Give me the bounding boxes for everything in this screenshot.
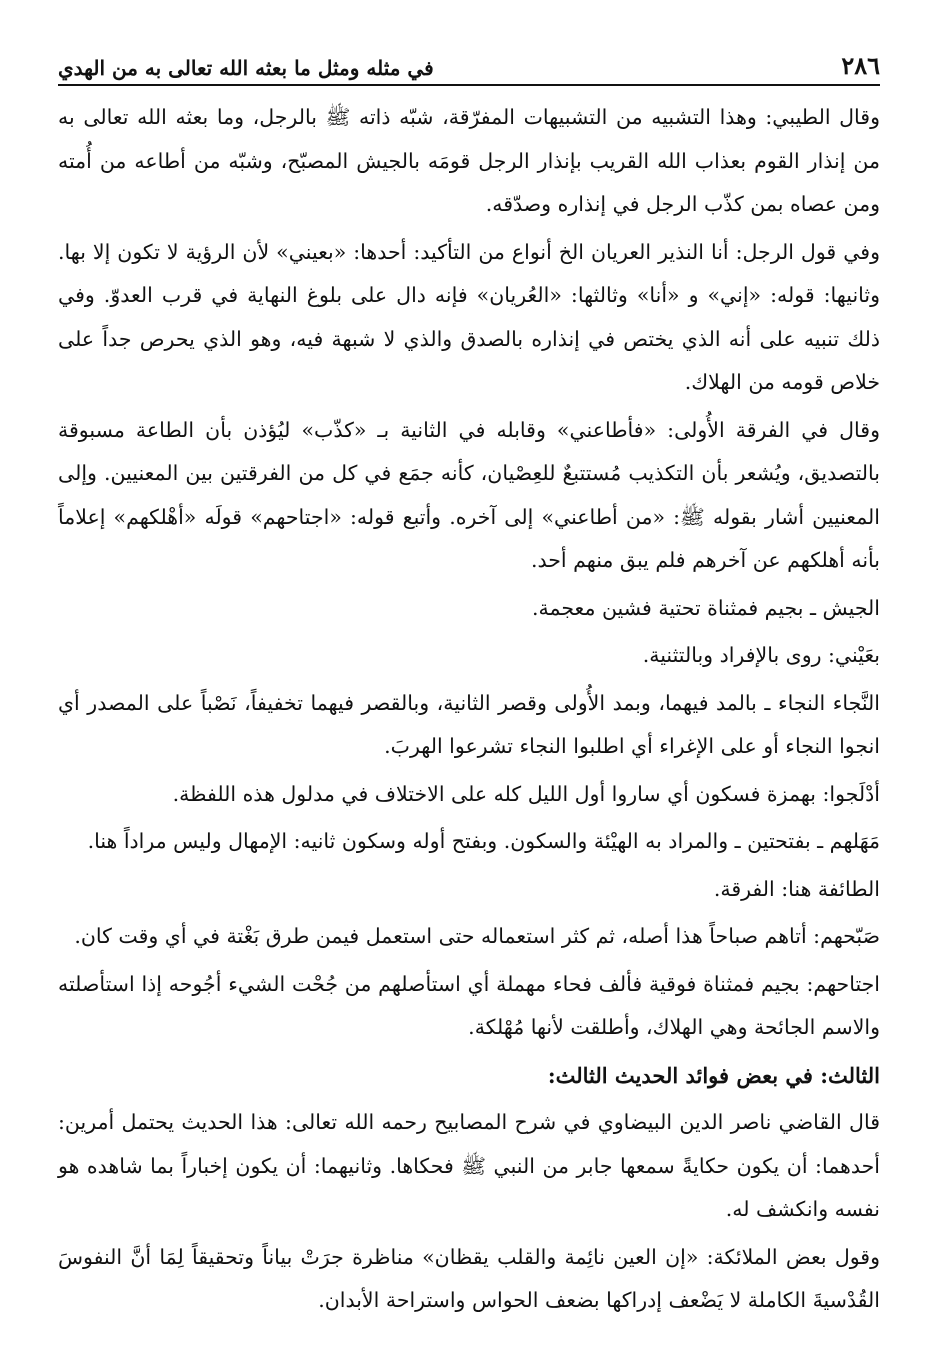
- gloss-sabbahahum: صَبّحهم: أتاهم صباحاً هذا أصله، ثم كثر استعماله حتى استعمل فيمن طرق بَغْتة في أي وقت كان.: [74, 924, 880, 948]
- paragraph-emphasis-types: وفي قول الرجل: أنا النذير العريان الخ أنواع من التأكيد: أحدها: «بعيني» لأن الرؤية لا تكون إلا بها. وثانيها: قوله: «إني» و «أنا» وثالثها: «العُريان» فإنه دال على بلوغ النهاية في قرب العدوّ. وفي ذلك تنبيه على أنه الذي يختص في إنذاره بالصدق والذي لا شبهة فيه، وهو الذي يحرص جداً على خلاص قومه من الهلاك.: [58, 239, 880, 394]
- gloss-bi-ayni: بعَيْني: روى بالإفراد وبالتثنية.: [642, 643, 880, 667]
- book-page: [58, 40, 880, 1327]
- running-title: في مثله ومثل ما بعثه الله تعالى به من الهدي: [58, 56, 434, 80]
- gloss-jaysh: الجيش ـ بجيم فمثناة تحتية فشين معجمة.: [531, 595, 880, 620]
- paragraph-baydawi: قال القاضي ناصر الدين البيضاوي في شرح المصابيح رحمه الله تعالى: هذا الحديث يحتمل أمرين: أحدهما: أن يكون حكايةً سمعها جابر من النبي ﷺ فحكاها. وثانيهما: أن يكون إخباراً بما شاهده هو نفسه وانكشف له.: [58, 1110, 880, 1221]
- paragraph-first-group: وقال في الفرقة الأُولى: «فأطاعني» وقابله في الثانية بـ «كذّب» ليُؤذن بأن الطاعة مسبوقة بالتصديق، ويُشعر بأن التكذيب مُستتبعٌ للعِصْيان، كأنه جمَع في كل من الفرقتين بين المعنيين. وإلى المعنيين أشار بقوله ﷺ: «من أطاعني» إلى آخره. وأتبع قوله: «اجتاحهم» قولَه «أهْلكهم» إعلاماً بأنه أهلكهم عن آخرهم فلم يبق منهم أحد.: [58, 417, 880, 572]
- page-body: [58, 96, 880, 1323]
- section-heading: الثالث: في بعض فوائد الحديث الثالث:: [547, 1062, 880, 1088]
- gloss-ijtahahum: اجتاحهم: بجيم فمثناة فوقية فألف فحاء مهملة أي استأصلهم من جُحْت الشيء أجُوحه إذا استأصلته والاسم الجائحة وهي الهلاك، وأطلقت لأنها مُهْلكة.: [58, 971, 880, 1039]
- gloss-najaa: النَّجاء النجاء ـ بالمد فيهما، وبمد الأُولى وقصر الثانية، وبالقصر فيهما تخفيفاً، نَصْباً على المصدر أي انجوا النجاء أو على الإغراء أي اطلبوا النجاء تشرعوا الهربَ.: [58, 690, 880, 758]
- gloss-mahalihim: مَهَلهم ـ بفتحتين ـ والمراد به الهيْئة والسكون. وبفتح أوله وسكون ثانيه: الإمهال وليس مراداً هنا.: [87, 829, 880, 853]
- paragraph-angels: وقول بعض الملائكة: «إن العين نائِمة والقلب يقظان» مناظرة جرَتْ بياناً وتحقيقاً لِمَا أنَّ النفوسَ القُدْسيةَ الكاملة لا يَضْعف إدراكها بضعف الحواس واستراحة الأبدان.: [58, 1244, 880, 1312]
- page-number: ٢٨٦: [841, 51, 880, 80]
- running-header: [58, 40, 880, 86]
- gloss-taifa: الطائفة هنا: الفرقة.: [713, 876, 880, 901]
- paragraph-tibi: وقال الطيبي: وهذا التشبيه من التشبيهات المفرّقة، شبّه ذاته ﷺ بالرجل، وما بعثه الله تعالى به من إنذار القوم بعذاب الله القريب بإنذار الرجل قومَه بالجيش المصبّح، وشبّه من أطاعه من أُمته ومن عصاه بمن كذّب الرجل في إنذاره وصدّقه.: [58, 105, 880, 216]
- gloss-adlaju: أدْلَجوا: بهمزة فسكون أي ساروا أول الليل كله على الاختلاف في مدلول هذه اللفظة.: [172, 781, 880, 806]
